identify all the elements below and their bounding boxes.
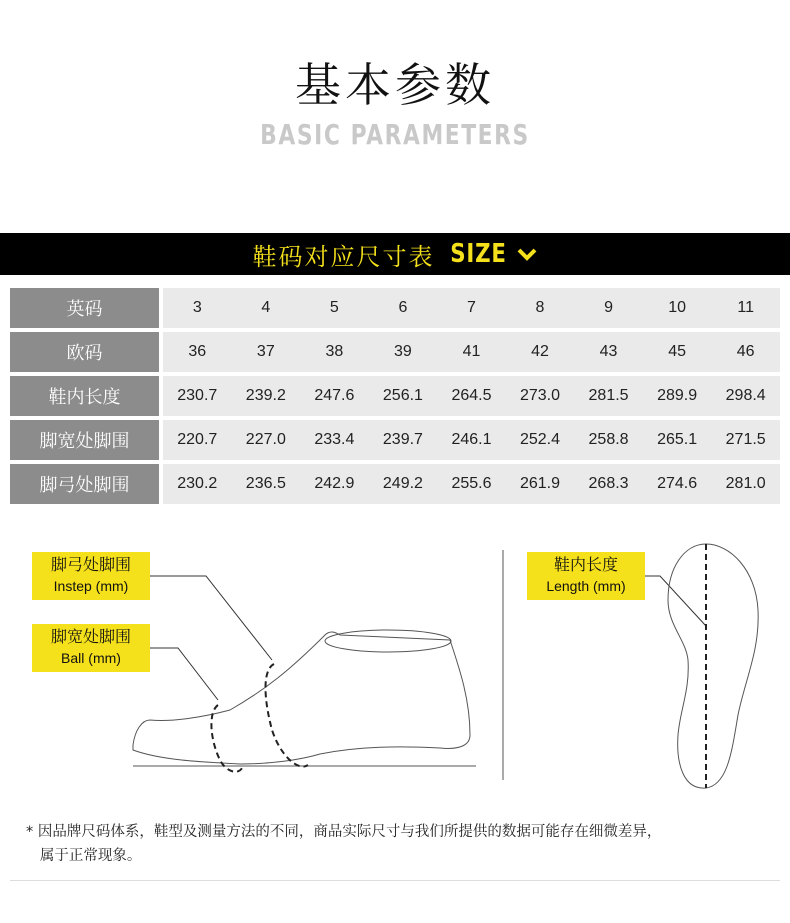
table-row [10, 420, 780, 460]
table-cell: 289.9 [643, 376, 712, 416]
table-cell: 10 [643, 288, 712, 328]
table-cell: 43 [574, 332, 643, 372]
table-cell: 252.4 [506, 420, 575, 460]
table-cell: 4 [232, 288, 301, 328]
table-cell: 6 [369, 288, 438, 328]
table-cell: 249.2 [369, 464, 438, 504]
ball-label-cn: 脚宽处脚围 [50, 627, 131, 646]
table-cell: 281.5 [574, 376, 643, 416]
table-row [10, 464, 780, 504]
table-cell: 37 [232, 332, 301, 372]
size-chart-title: 鞋码对应尺寸表 [252, 242, 435, 271]
table-cell: 264.5 [437, 376, 506, 416]
table-cell: 41 [437, 332, 506, 372]
size-chart-title-en: SIZE [450, 239, 508, 269]
table-cell: 265.1 [643, 420, 712, 460]
table-cell: 233.4 [300, 420, 369, 460]
length-label-cn: 鞋内长度 [553, 555, 618, 574]
length-label [527, 552, 645, 600]
table-cell: 39 [369, 332, 438, 372]
table-cell: 246.1 [437, 420, 506, 460]
table-cell: 46 [711, 332, 780, 372]
instep-label-en: Instep (mm) [53, 578, 129, 594]
row-header: 欧码 [10, 332, 159, 372]
row-header: 脚宽处脚围 [10, 420, 159, 460]
table-cell: 274.6 [643, 464, 712, 504]
table-cell: 227.0 [232, 420, 301, 460]
instep-label-cn: 脚弓处脚围 [50, 555, 131, 574]
table-cell: 38 [300, 332, 369, 372]
instep-measurement-loop [266, 664, 309, 767]
row-header: 鞋内长度 [10, 376, 159, 416]
table-row [10, 288, 780, 328]
ball-label-en: Ball (mm) [61, 650, 121, 666]
table-cell: 230.7 [163, 376, 232, 416]
length-label-en: Length (mm) [546, 578, 626, 594]
table-cell: 3 [163, 288, 232, 328]
table-cell: 11 [711, 288, 780, 328]
table-cell: 242.9 [300, 464, 369, 504]
foot-sole-outline [668, 544, 758, 788]
ball-label [32, 624, 150, 672]
page-subtitle: BASIC PARAMETERS [260, 118, 530, 151]
table-cell: 255.6 [437, 464, 506, 504]
table-cell: 8 [506, 288, 575, 328]
table-cell: 261.9 [506, 464, 575, 504]
table-cell: 258.8 [574, 420, 643, 460]
table-cell: 36 [163, 332, 232, 372]
instep-label [32, 552, 150, 600]
ball-measurement-loop [211, 705, 242, 772]
table-cell: 271.5 [711, 420, 780, 460]
table-cell: 273.0 [506, 376, 575, 416]
page-title-block [0, 56, 790, 114]
table-cell: 239.2 [232, 376, 301, 416]
table-cell: 236.5 [232, 464, 301, 504]
table-cell: 45 [643, 332, 712, 372]
chevron-down-icon [516, 245, 538, 263]
table-cell: 268.3 [574, 464, 643, 504]
bottom-divider [10, 880, 780, 881]
table-cell: 247.6 [300, 376, 369, 416]
table-cell: 239.7 [369, 420, 438, 460]
table-cell: 7 [437, 288, 506, 328]
size-chart-header-bar [0, 233, 790, 275]
shoe-last-outline [133, 550, 503, 780]
table-row [10, 376, 780, 416]
page-title-text: 基本参数 [295, 58, 495, 112]
table-cell: 298.4 [711, 376, 780, 416]
table-cell: 220.7 [163, 420, 232, 460]
size-table [10, 284, 780, 508]
table-cell: 256.1 [369, 376, 438, 416]
measurement-diagram [0, 540, 790, 800]
page-title [295, 56, 495, 114]
size-disclaimer-note: * 因品牌尺码体系，鞋型及测量方法的不同，商品实际尺寸与我们所提供的数据可能存在细微差异， 属于正常现象。 [26, 824, 662, 864]
table-cell: 42 [506, 332, 575, 372]
table-cell: 281.0 [711, 464, 780, 504]
row-header: 脚弓处脚围 [10, 464, 159, 504]
table-cell: 9 [574, 288, 643, 328]
table-cell: 5 [300, 288, 369, 328]
table-row [10, 332, 780, 372]
row-header: 英码 [10, 288, 159, 328]
table-cell: 230.2 [163, 464, 232, 504]
